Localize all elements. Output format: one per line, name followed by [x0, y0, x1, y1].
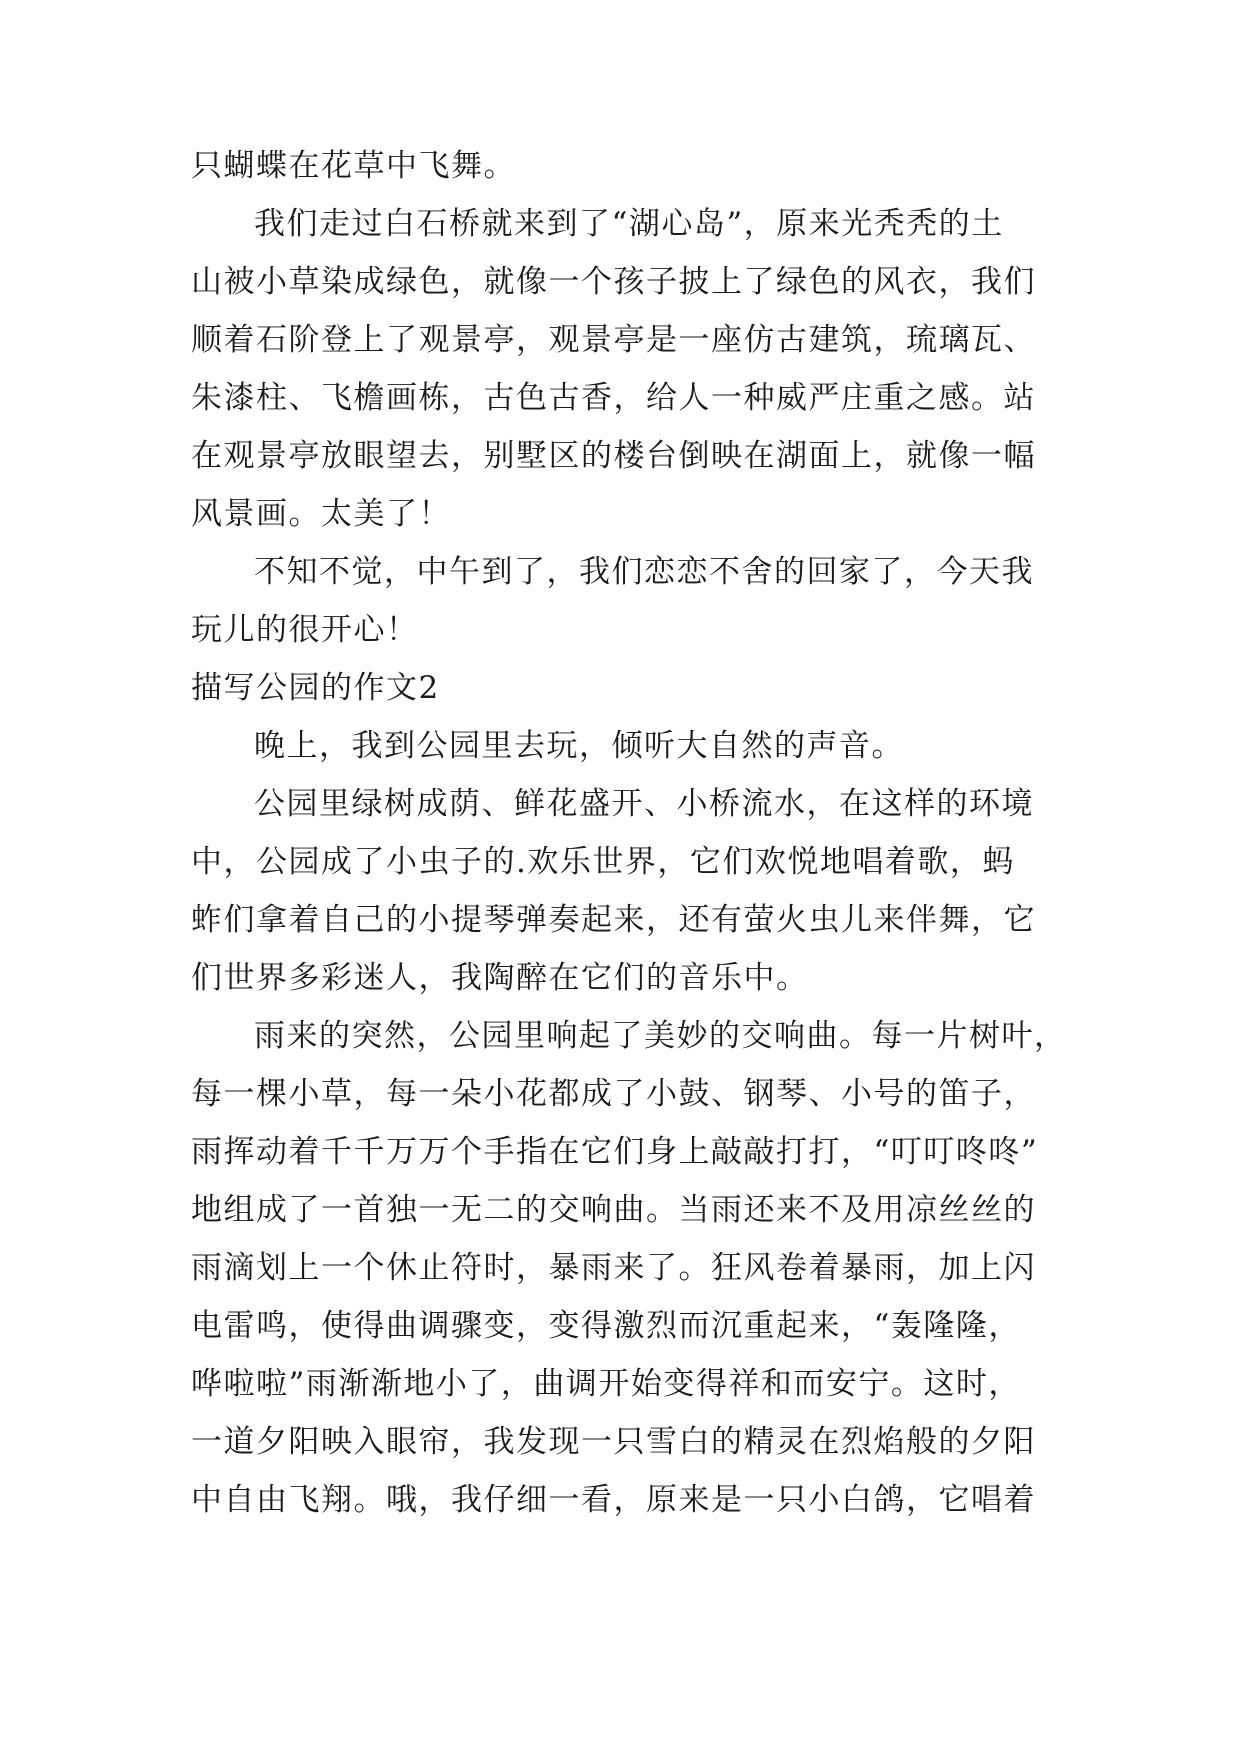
text-line: 中自由飞翔。哦，我仔细一看，原来是一只小白鸽，它唱着 — [191, 1482, 1036, 1518]
text-line: 山被小草染成绿色，就像一个孩子披上了绿色的风衣，我们 — [191, 264, 1036, 300]
text-line: 中，公园成了小虫子的.欢乐世界，它们欢悦地唱着歌，蚂 — [191, 844, 1015, 880]
text-line: 每一棵小草，每一朵小花都成了小鼓、钢琴、小号的笛子， — [191, 1076, 1036, 1112]
paragraph-start-line: 雨来的突然，公园里响起了美妙的交响曲。每一片树叶， — [254, 1018, 1067, 1054]
text-line: 地组成了一首独一无二的交响曲。当雨还来不及用凉丝丝的 — [191, 1192, 1036, 1228]
paragraph-start-line: 我们走过白石桥就来到了“湖心岛”，原来光秃秃的土 — [254, 206, 1004, 242]
text-line: 雨挥动着千千万万个手指在它们身上敲敲打打，“叮叮咚咚” — [191, 1134, 1039, 1170]
section-heading: 描写公园的作文2 — [191, 670, 440, 706]
text-line: 玩儿的很开心！ — [191, 612, 419, 648]
paragraph-start-line: 晚上，我到公园里去玩，倾听大自然的声音。 — [254, 728, 904, 764]
text-line: 电雷鸣，使得曲调骤变，变得激烈而沉重起来，“轰隆隆， — [191, 1308, 1021, 1344]
text-line: 一道夕阳映入眼帘，我发现一只雪白的精灵在烈焰般的夕阳 — [191, 1424, 1036, 1460]
text-line: 们世界多彩迷人，我陶醉在它们的音乐中。 — [191, 960, 809, 996]
text-line: 在观景亭放眼望去，别墅区的楼台倒映在湖面上，就像一幅 — [191, 438, 1036, 474]
text-line: 只蝴蝶在花草中飞舞。 — [191, 148, 516, 184]
text-line: 风景画。太美了！ — [191, 496, 451, 532]
paragraph-start-line: 不知不觉，中午到了，我们恋恋不舍的回家了，今天我 — [254, 554, 1034, 590]
paragraph-start-line: 公园里绿树成荫、鲜花盛开、小桥流水，在这样的环境 — [254, 786, 1034, 822]
text-line: 蚱们拿着自己的小提琴弹奏起来，还有萤火虫儿来伴舞，它 — [191, 902, 1036, 938]
text-line: 朱漆柱、飞檐画栋，古色古香，给人一种威严庄重之感。站 — [191, 380, 1036, 416]
text-line: 哗啦啦”雨渐渐地小了，曲调开始变得祥和而安宁。这时， — [191, 1366, 1021, 1402]
text-line: 雨滴划上一个休止符时，暴雨来了。狂风卷着暴雨，加上闪 — [191, 1250, 1036, 1286]
text-line: 顺着石阶登上了观景亭，观景亭是一座仿古建筑，琉璃瓦、 — [191, 322, 1036, 358]
